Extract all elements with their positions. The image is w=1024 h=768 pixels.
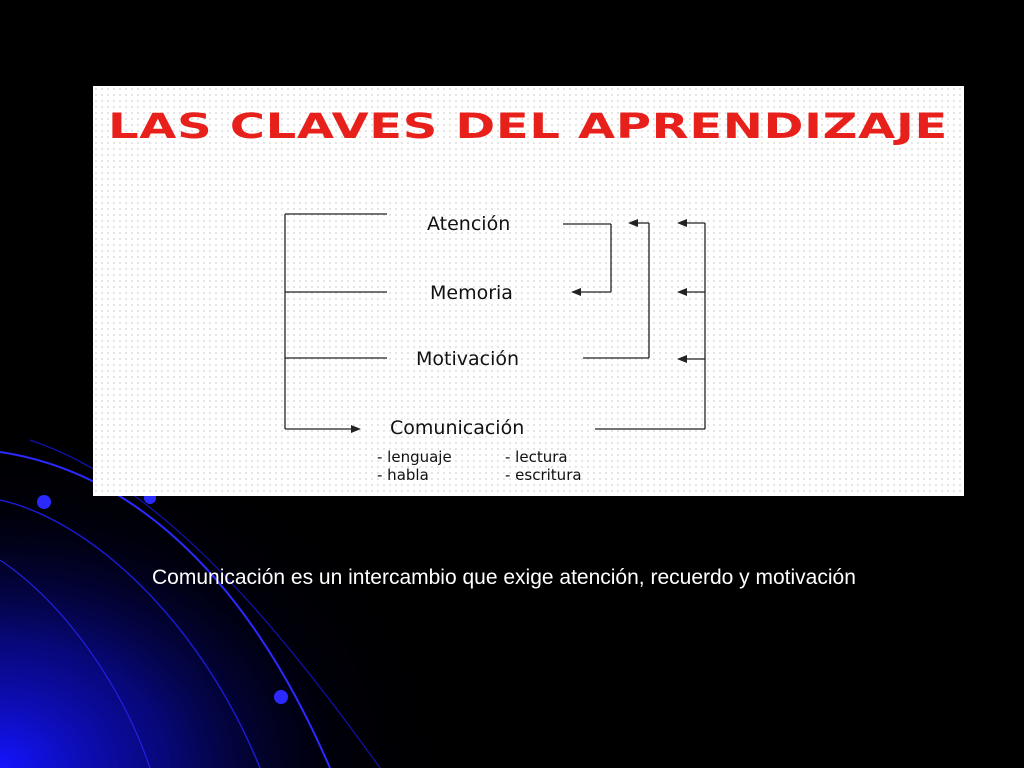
- subitem-language: - lenguaje: [377, 448, 452, 466]
- figure-title: LAS CLAVES DEL APRENDIZAJE: [108, 107, 948, 147]
- subitem-writing: - escritura: [505, 466, 582, 484]
- arrowhead-motivation-to-attention: [628, 219, 638, 227]
- subitem-reading: - lectura: [505, 448, 568, 466]
- learning-keys-diagram: [93, 86, 964, 496]
- slide-caption: Comunicación es un intercambio que exige atención, recuerdo y motivación: [152, 566, 856, 589]
- node-memory: Memoria: [430, 282, 513, 304]
- arrowhead-communication-to-attention: [677, 219, 687, 227]
- arrowhead-communication-to-motivation: [677, 355, 687, 363]
- subitem-speech: - habla: [377, 466, 429, 484]
- arrowhead-to-communication: [351, 425, 361, 433]
- decor-dot: [274, 690, 288, 704]
- arrowhead-to-memory: [571, 288, 581, 296]
- node-communication: Comunicación: [390, 417, 525, 439]
- node-attention: Atención: [427, 213, 511, 235]
- decor-dot: [37, 495, 51, 509]
- figure-panel: [93, 86, 964, 496]
- arrowhead-communication-to-memory: [677, 288, 687, 296]
- node-motivation: Motivación: [416, 348, 520, 370]
